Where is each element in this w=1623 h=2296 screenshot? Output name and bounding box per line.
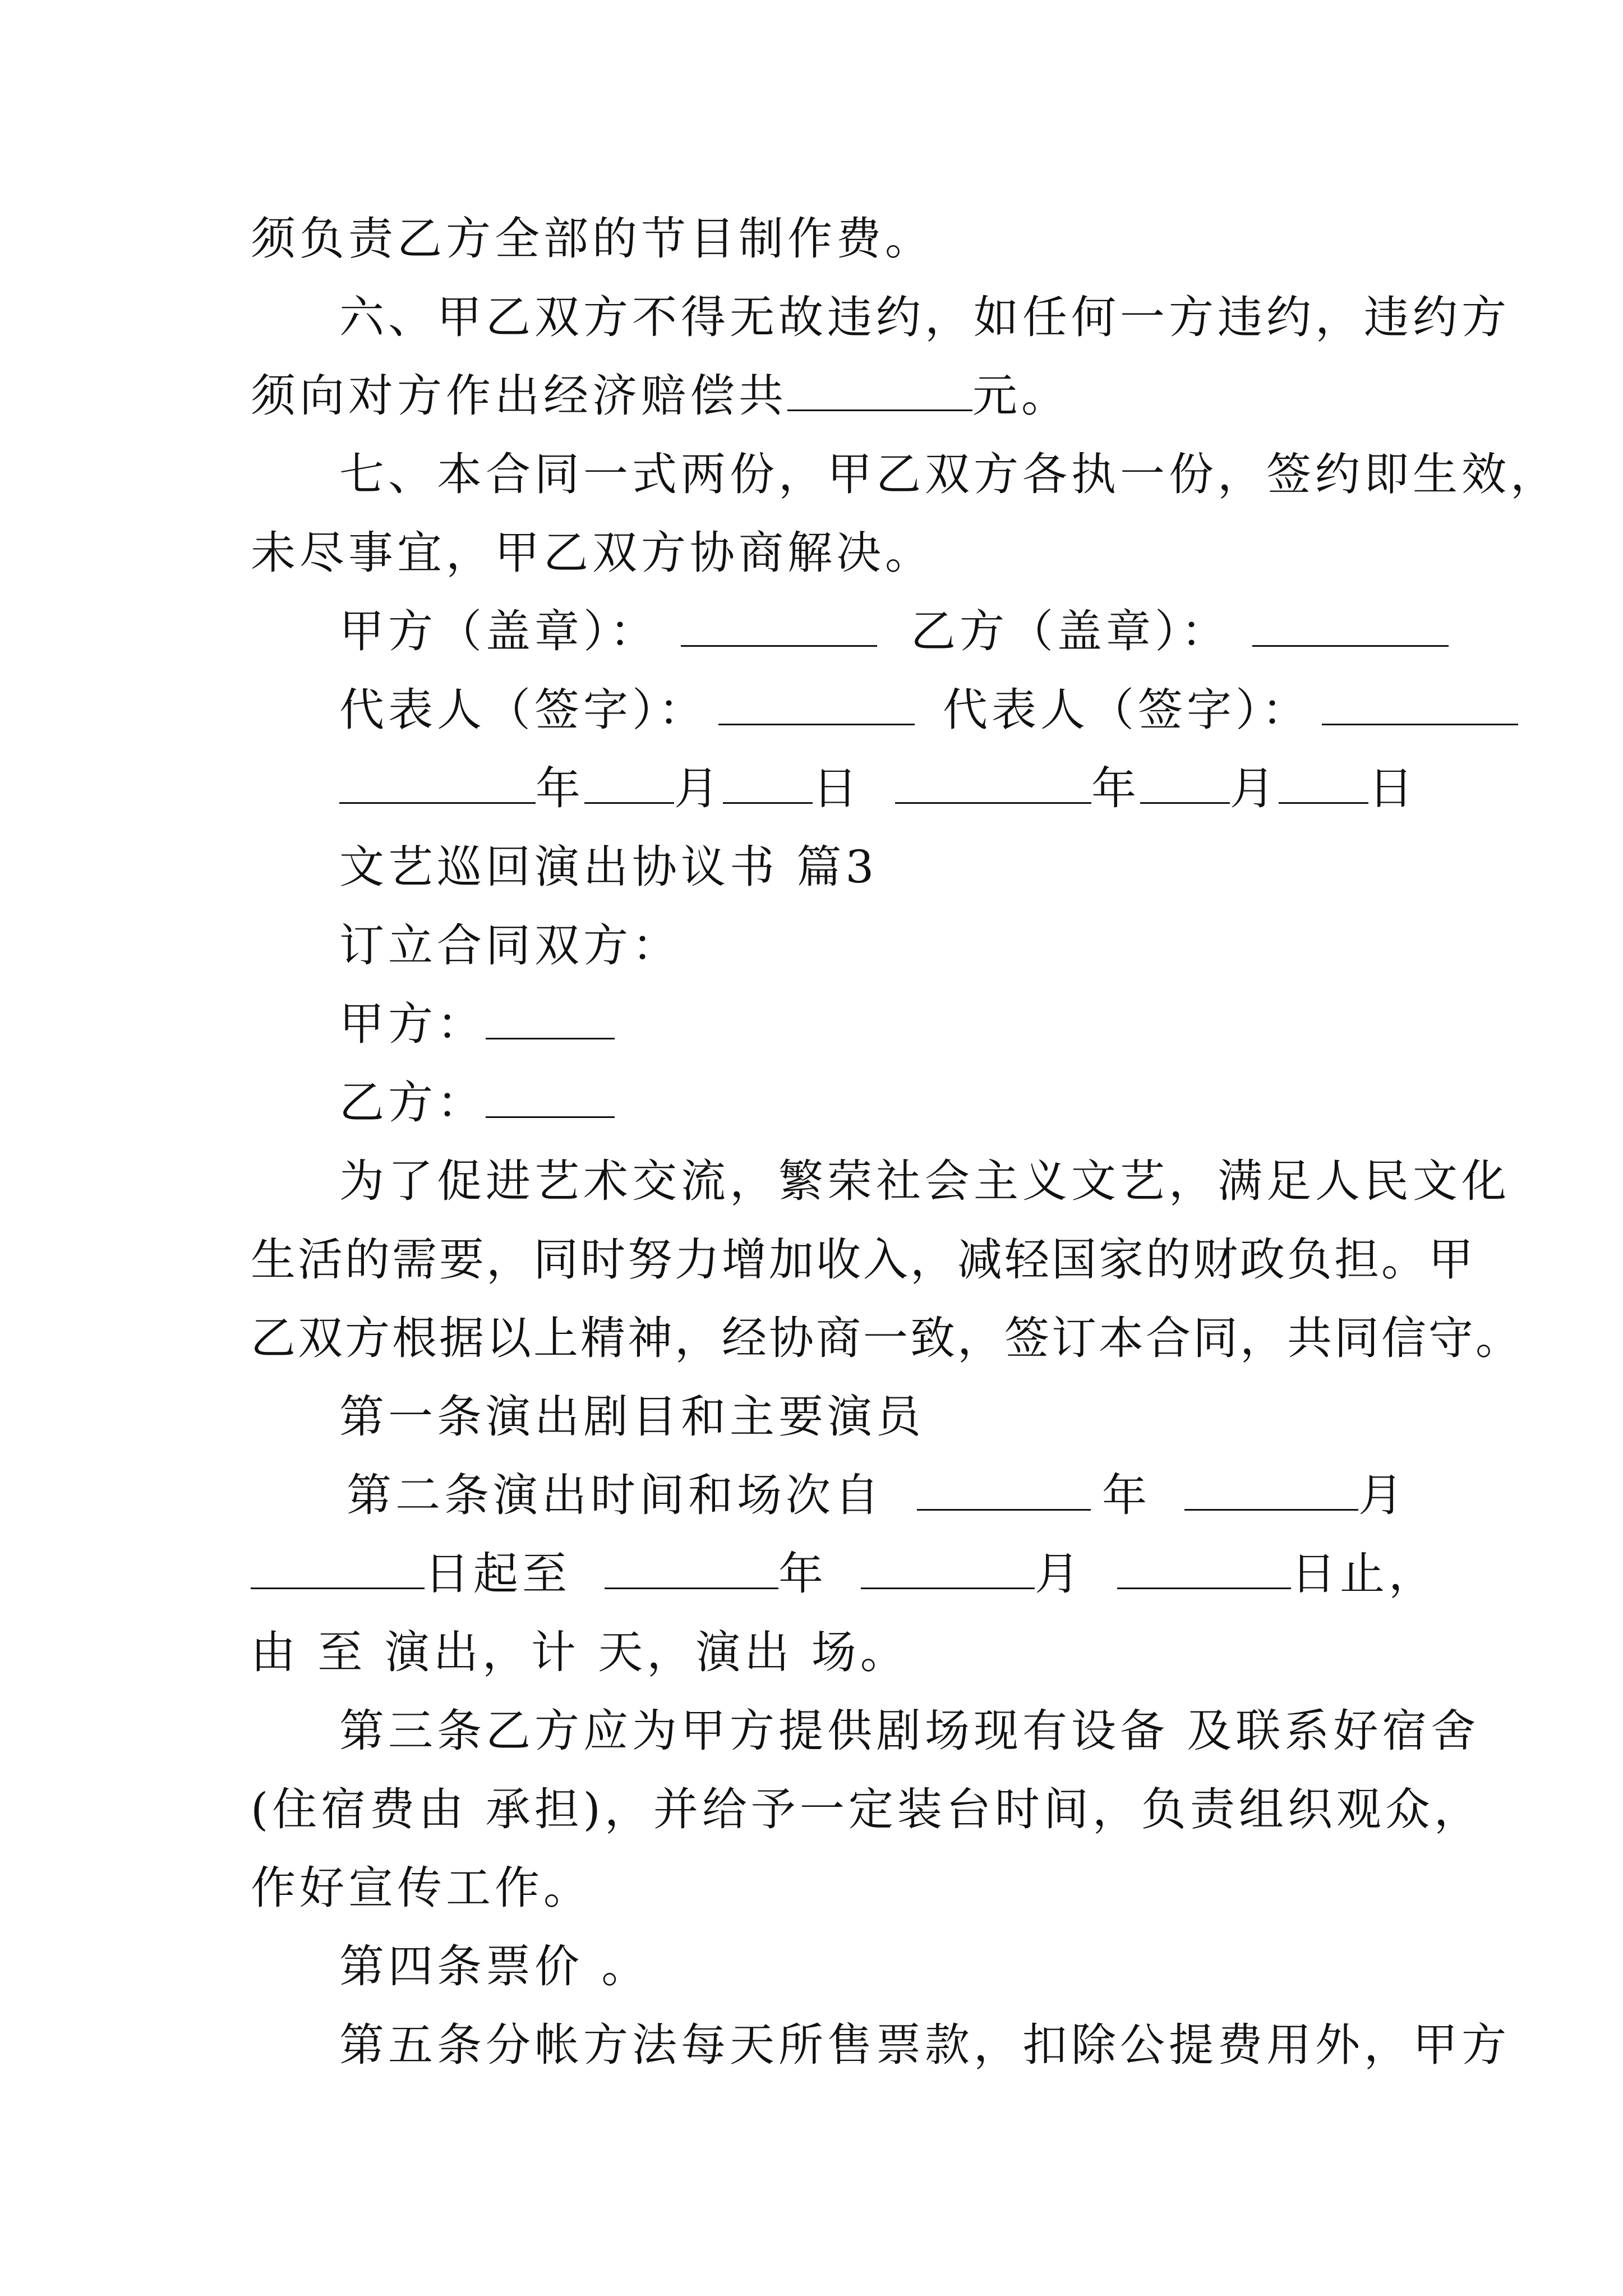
day-label: 日 bbox=[1368, 762, 1417, 815]
article-4: 第四条票价 。 bbox=[339, 1940, 651, 1993]
month-label: 月 bbox=[1230, 762, 1279, 815]
text-segment: 元。 bbox=[972, 370, 1070, 422]
seal-line bbox=[339, 605, 1478, 659]
blank-underline bbox=[251, 1550, 425, 1589]
blank-underline bbox=[681, 608, 877, 647]
article-2-line-3: 由 至 演出，计 天，演出 场。 bbox=[251, 1626, 909, 1678]
blank-underline bbox=[1279, 765, 1368, 804]
clause-7-line-1: 七、本合同一式两份，甲乙双方各执一份，签约即生效， bbox=[339, 448, 1559, 500]
party-a-line bbox=[339, 997, 1478, 1051]
month-label: 月 bbox=[1358, 1469, 1407, 1521]
day-label: 日 bbox=[813, 762, 861, 815]
text-segment: 日止， bbox=[1291, 1548, 1437, 1600]
blank-underline bbox=[1252, 608, 1449, 647]
blank-underline bbox=[917, 1472, 1091, 1511]
text-line: 六、甲乙双方不得无故违约，如任何一方违约，违约方 bbox=[339, 291, 1510, 343]
party-b-seal-label: 乙方（盖章）： bbox=[911, 605, 1230, 657]
article-5-line-1: 第五条分帐方法每天所售票款，扣除公提费用外，甲方 bbox=[339, 2019, 1510, 2071]
article-3-line-2: (住宿费由 承担)，并给予一定装台时间，负责组织观众， bbox=[251, 1783, 1483, 1835]
text-segment: 日起至 bbox=[425, 1548, 571, 1600]
year-label: 年 bbox=[1102, 1469, 1151, 1521]
preamble-line-2: 生活的需要，同时努力增加收入，减轻国家的财政负担。甲 bbox=[251, 1234, 1476, 1286]
blank-underline bbox=[787, 372, 972, 411]
blank-underline bbox=[486, 1001, 615, 1039]
clause-7-line-2: 未尽事宜，甲乙双方协商解决。 bbox=[251, 527, 934, 579]
year-label: 年 bbox=[1091, 762, 1140, 815]
blank-underline bbox=[1322, 687, 1518, 725]
article-3-line-1: 第三条乙方应为甲方提供剧场现有设备 及联系好宿舍 bbox=[339, 1705, 1480, 1757]
party-a-label: 甲方： bbox=[339, 998, 486, 1050]
clause-6-line-2 bbox=[251, 369, 1389, 423]
blank-underline bbox=[486, 1079, 615, 1118]
article-1: 第一条演出剧目和主要演员 bbox=[339, 1391, 925, 1443]
year-label: 年 bbox=[536, 762, 584, 815]
month-label: 月 bbox=[674, 762, 723, 815]
parties-intro: 订立合同双方： bbox=[339, 919, 681, 972]
blank-underline bbox=[723, 765, 813, 804]
blank-underline bbox=[718, 687, 915, 725]
party-b-label: 乙方： bbox=[339, 1076, 486, 1129]
article-3-line-3: 作好宣传工作。 bbox=[251, 1862, 592, 1914]
blank-underline bbox=[861, 1550, 1035, 1589]
text-line: 须负责乙方全部的节目制作费。 bbox=[251, 213, 934, 265]
blank-underline bbox=[1117, 1550, 1291, 1589]
article-2-line-2 bbox=[251, 1547, 1437, 1601]
blank-underline bbox=[895, 765, 1091, 804]
date-line bbox=[339, 762, 1478, 816]
blank-underline bbox=[339, 765, 536, 804]
blank-underline bbox=[1140, 765, 1230, 804]
rep-sign-b-label: 代表人（签字）： bbox=[943, 684, 1311, 736]
preamble-line-1: 为了促进艺术交流，繁荣社会主义文艺，满足人民文化 bbox=[339, 1155, 1510, 1207]
party-b-line bbox=[339, 1076, 1478, 1130]
article-2-line-1 bbox=[347, 1469, 1485, 1522]
blank-underline bbox=[605, 1550, 778, 1589]
preamble-line-3: 乙双方根据以上精神，经协商一致，签订本合同，共同信守。 bbox=[251, 1312, 1523, 1364]
rep-sign-a-label: 代表人（签字）： bbox=[339, 684, 707, 736]
section-title: 文艺巡回演出协议书 篇3 bbox=[339, 841, 878, 893]
party-a-seal-label: 甲方（盖章）： bbox=[339, 605, 658, 657]
blank-underline bbox=[1184, 1472, 1358, 1511]
blank-underline bbox=[584, 765, 674, 804]
month-label: 月 bbox=[1035, 1548, 1083, 1600]
signature-line bbox=[339, 683, 1478, 737]
text-segment: 须向对方作出经济赔偿共 bbox=[251, 370, 787, 422]
year-label: 年 bbox=[778, 1548, 827, 1600]
text-segment: 第二条演出时间和场次自 bbox=[347, 1469, 883, 1521]
clause-6-line-1 bbox=[339, 291, 1510, 344]
